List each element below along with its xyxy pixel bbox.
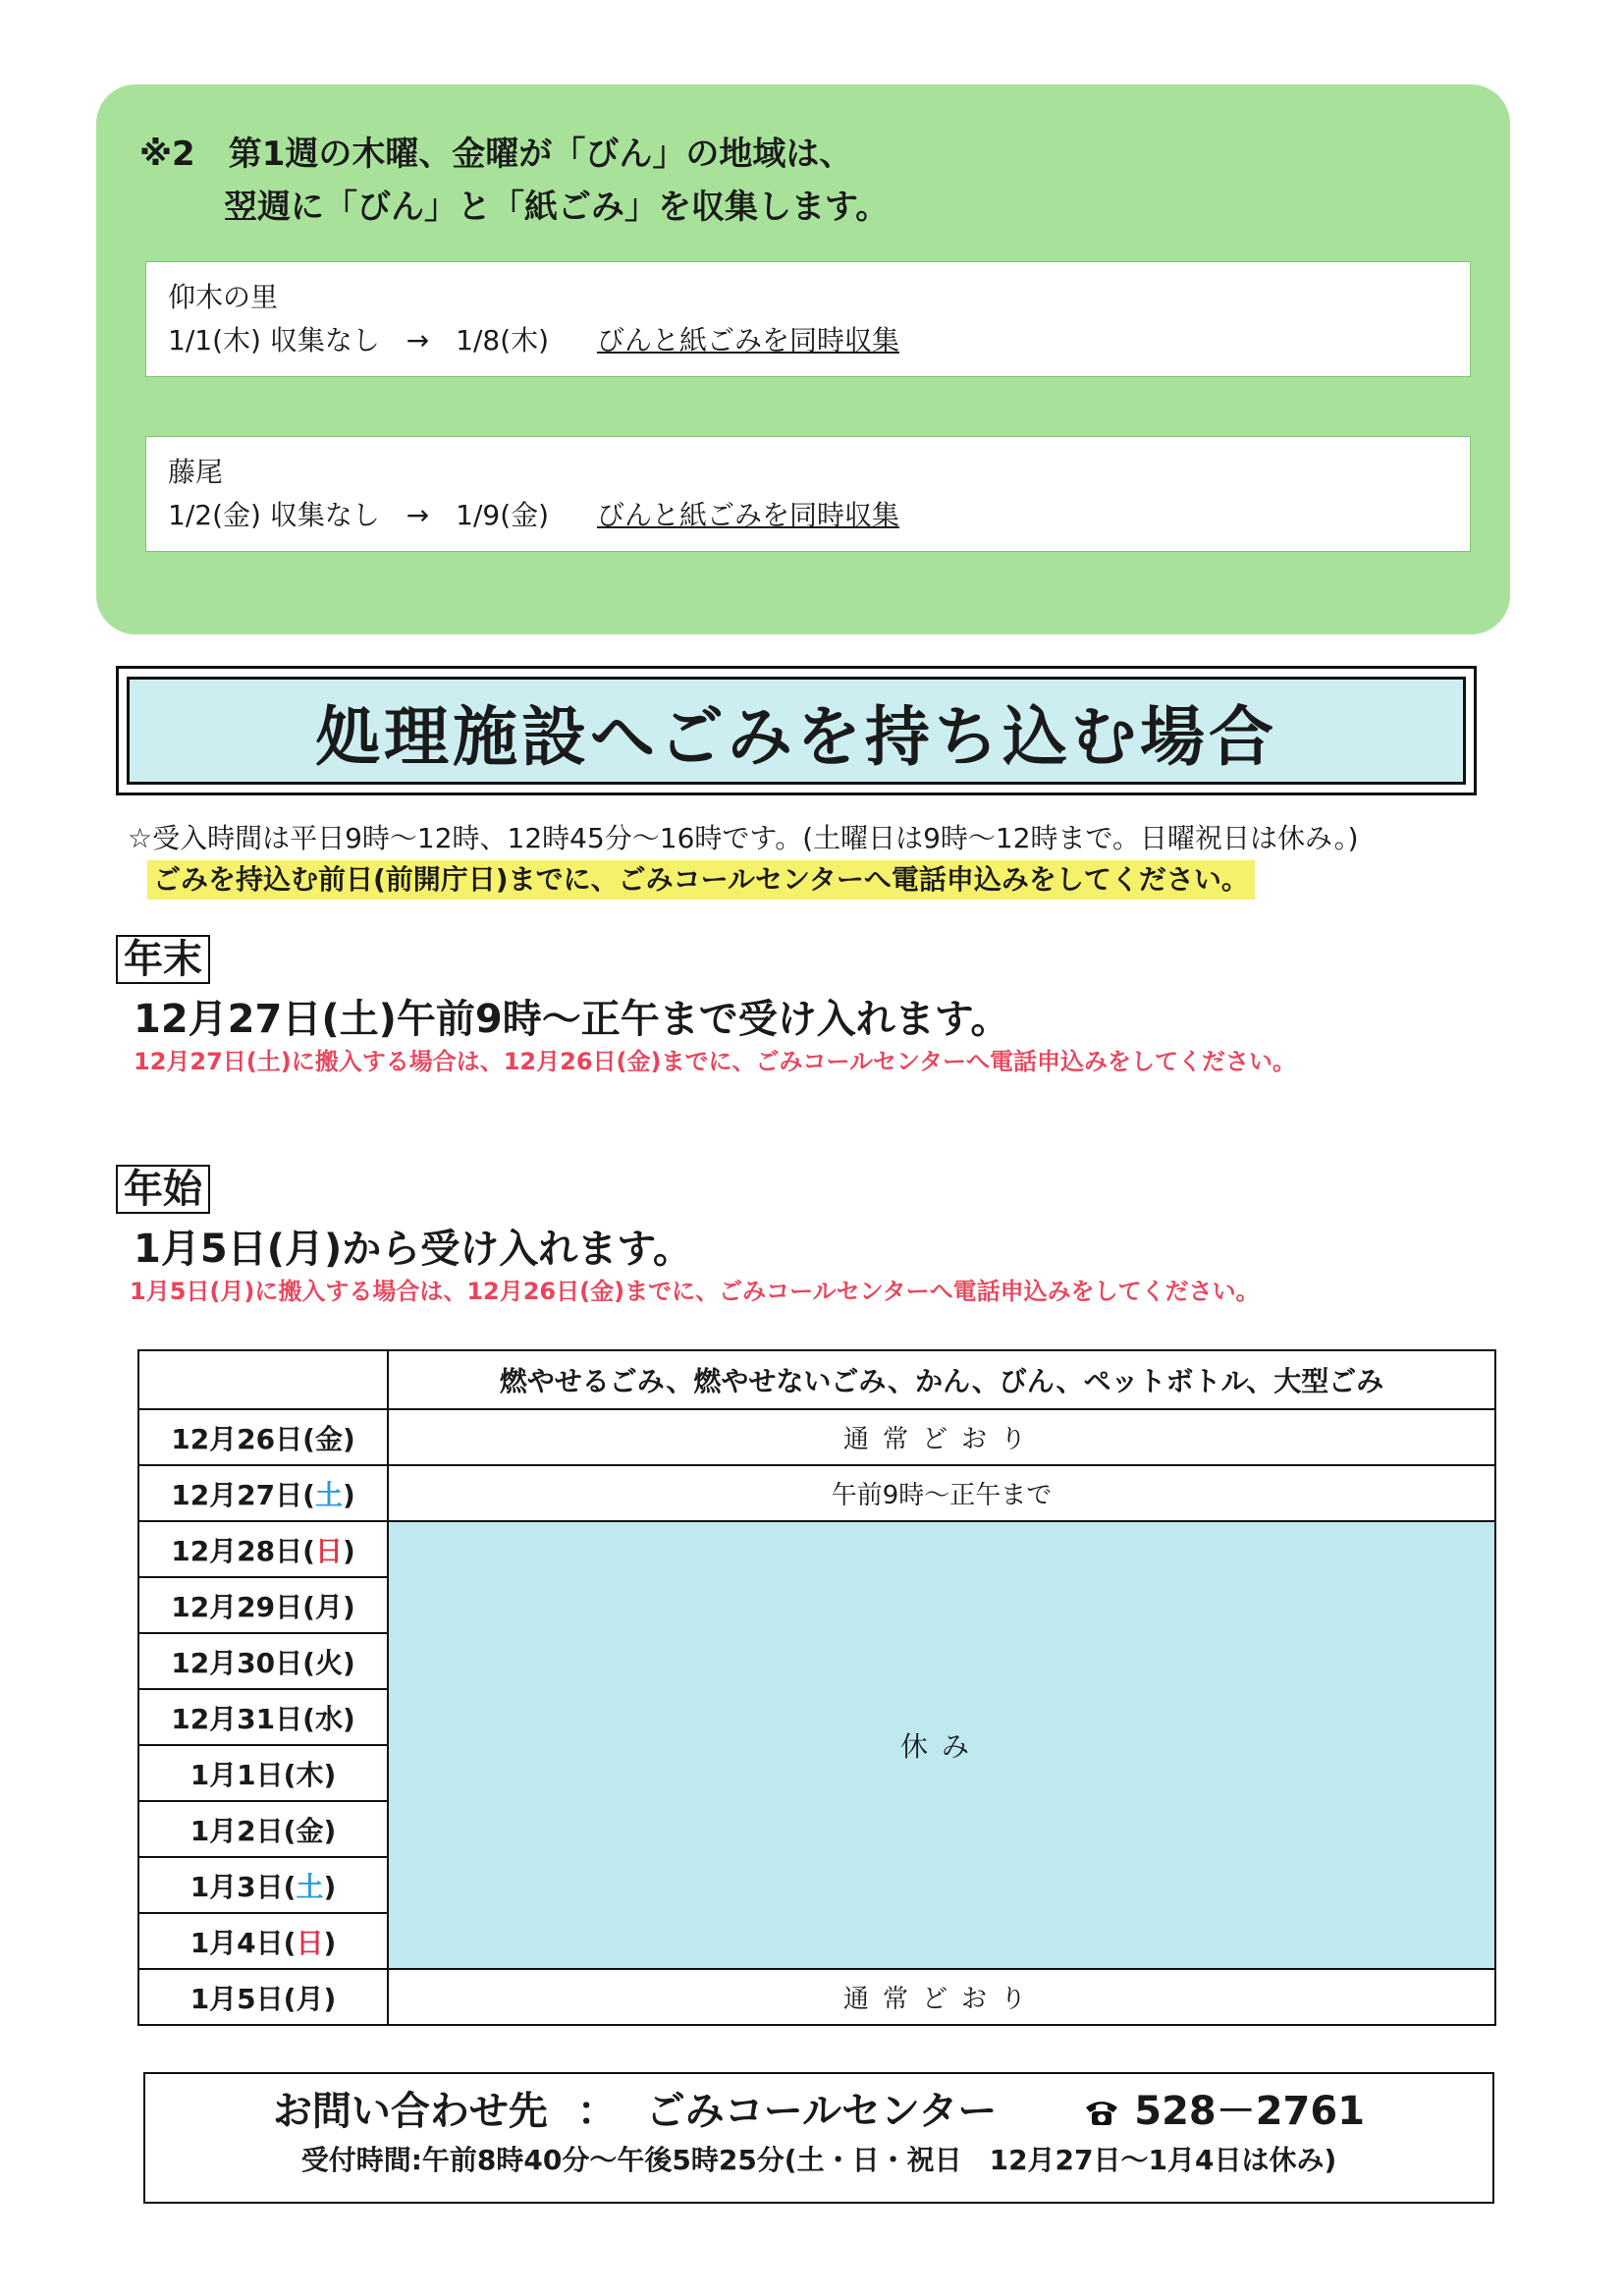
new-year-main: 1月5日(月)から受け入れます。 bbox=[134, 1227, 693, 1272]
date-text: 1月1日( bbox=[189, 1758, 297, 1791]
notice-title-line1: ※2 第1週の木曜、金曜が「びん」の地域は、 bbox=[139, 135, 853, 174]
new-year-block bbox=[116, 1165, 1260, 1308]
new-year-tag: 年始 bbox=[116, 1165, 210, 1214]
day-of-week: 日 bbox=[314, 1534, 343, 1567]
date-text: 12月27日( bbox=[171, 1478, 315, 1511]
date-from: 1/2(金) bbox=[168, 499, 261, 531]
status: 収集なし bbox=[269, 324, 380, 356]
area-schedule-row bbox=[168, 494, 1448, 537]
date-text: 12月26日( bbox=[171, 1422, 315, 1455]
status-cell: 通常どおり bbox=[388, 1409, 1495, 1465]
contact-label: お問い合わせ先 bbox=[272, 2089, 548, 2134]
year-end-note: 12月27日(土)に搬入する場合は、12月26日(金)までに、ごみコールセンターへ電話申込みをしてください。 bbox=[134, 1048, 1297, 1075]
date-cell bbox=[138, 1969, 388, 2025]
date-to: 1/9(金) bbox=[456, 499, 550, 531]
date-cell bbox=[138, 1745, 388, 1801]
status: 収集なし bbox=[269, 499, 380, 531]
arrow-icon: → bbox=[406, 324, 430, 356]
contact-name: ごみコールセンター bbox=[645, 2089, 998, 2134]
date-close: ) bbox=[323, 1926, 337, 1959]
date-cell bbox=[138, 1409, 388, 1465]
area-panel-ogi bbox=[145, 261, 1471, 377]
date-close: ) bbox=[323, 1870, 337, 1903]
date-text: 1月4日( bbox=[189, 1926, 297, 1959]
table-row bbox=[138, 1409, 1495, 1465]
closed-period-cell: 休み bbox=[388, 1521, 1495, 1969]
date-cell bbox=[138, 1913, 388, 1969]
date-close: ) bbox=[323, 1814, 337, 1847]
day-of-week: 木 bbox=[296, 1758, 324, 1791]
date-close: ) bbox=[323, 1758, 337, 1791]
date-close: ) bbox=[342, 1422, 355, 1455]
contact-main-line bbox=[145, 2082, 1492, 2141]
date-text: 12月29日( bbox=[171, 1590, 315, 1623]
date-close: ) bbox=[342, 1478, 355, 1511]
notice-title bbox=[139, 128, 889, 234]
date-cell bbox=[138, 1577, 388, 1633]
date-text: 1月2日( bbox=[189, 1814, 297, 1847]
day-of-week: 火 bbox=[314, 1646, 343, 1679]
table-row bbox=[138, 1969, 1495, 2025]
note: びんと紙ごみを同時収集 bbox=[596, 499, 899, 531]
date-close: ) bbox=[323, 1982, 337, 2015]
waste-types-header: 燃やせるごみ、燃やせないごみ、かん、びん、ペットボトル、大型ごみ bbox=[388, 1350, 1495, 1409]
status-cell: 午前9時～正午まで bbox=[388, 1465, 1495, 1521]
date-text: 12月28日( bbox=[171, 1534, 315, 1567]
table-header-row bbox=[138, 1350, 1495, 1409]
contact-box bbox=[143, 2072, 1494, 2204]
date-close: ) bbox=[342, 1702, 355, 1735]
area-schedule-row bbox=[168, 319, 1448, 362]
date-cell bbox=[138, 1689, 388, 1745]
contact-phone[interactable]: 528－2761 bbox=[1134, 2089, 1366, 2134]
date-close: ) bbox=[342, 1646, 355, 1679]
status-cell: 通常どおり bbox=[388, 1969, 1495, 2025]
area-panel-fujio bbox=[145, 436, 1471, 552]
year-end-main: 12月27日(土)午前9時～正午まで受け入れます。 bbox=[134, 997, 1010, 1042]
bin-collection-notice bbox=[96, 84, 1510, 634]
day-of-week: 日 bbox=[296, 1926, 324, 1959]
date-from: 1/1(木) bbox=[168, 324, 261, 356]
note: びんと紙ごみを同時収集 bbox=[596, 324, 899, 356]
date-text: 12月30日( bbox=[171, 1646, 315, 1679]
day-of-week: 土 bbox=[314, 1478, 343, 1511]
date-close: ) bbox=[342, 1590, 355, 1623]
date-text: 12月31日( bbox=[171, 1702, 315, 1735]
date-cell bbox=[138, 1521, 388, 1577]
highlight-notice: ごみを持込む前日(前開庁日)までに、ごみコールセンターへ電話申込みをしてください。 bbox=[147, 860, 1255, 900]
table-row bbox=[138, 1521, 1495, 1577]
date-cell bbox=[138, 1801, 388, 1857]
arrow-icon: → bbox=[406, 499, 430, 531]
date-to: 1/8(木) bbox=[456, 324, 550, 356]
section-heading bbox=[116, 666, 1477, 795]
day-of-week: 月 bbox=[314, 1590, 343, 1623]
table-row bbox=[138, 1465, 1495, 1521]
day-of-week: 金 bbox=[296, 1814, 324, 1847]
year-end-tag: 年末 bbox=[116, 935, 210, 984]
section-heading-text: 処理施設へごみを持ち込む場合 bbox=[127, 677, 1466, 785]
notice-title-line2: 翌週に「びん」と「紙ごみ」を収集します。 bbox=[224, 188, 890, 227]
table-corner-cell bbox=[138, 1350, 388, 1409]
date-cell bbox=[138, 1465, 388, 1521]
day-of-week: 金 bbox=[314, 1422, 343, 1455]
area-name: 仰木の里 bbox=[168, 281, 279, 313]
schedule-table bbox=[137, 1349, 1496, 2026]
day-of-week: 水 bbox=[314, 1702, 343, 1735]
day-of-week: 土 bbox=[296, 1870, 324, 1903]
phone-icon bbox=[1083, 2089, 1134, 2134]
date-cell bbox=[138, 1633, 388, 1689]
contact-hours: 受付時間:午前8時40分～午後5時25分(土・日・祝日 12月27日～1月4日は休み) bbox=[300, 2144, 1337, 2176]
date-close: ) bbox=[342, 1534, 355, 1567]
contact-separator: ： bbox=[576, 2089, 617, 2134]
date-cell bbox=[138, 1857, 388, 1913]
day-of-week: 月 bbox=[296, 1982, 324, 2015]
date-text: 1月3日( bbox=[189, 1870, 297, 1903]
area-name: 藤尾 bbox=[168, 456, 224, 488]
hours-notice: ☆受入時間は平日9時～12時、12時45分～16時です。(土曜日は9時～12時まで。日曜祝日は休み。) bbox=[128, 822, 1359, 854]
date-text: 1月5日( bbox=[189, 1982, 297, 2015]
new-year-note: 1月5日(月)に搬入する場合は、12月26日(金)までに、ごみコールセンターへ電話申込みをしてください。 bbox=[130, 1278, 1260, 1305]
year-end-block bbox=[116, 935, 1296, 1078]
